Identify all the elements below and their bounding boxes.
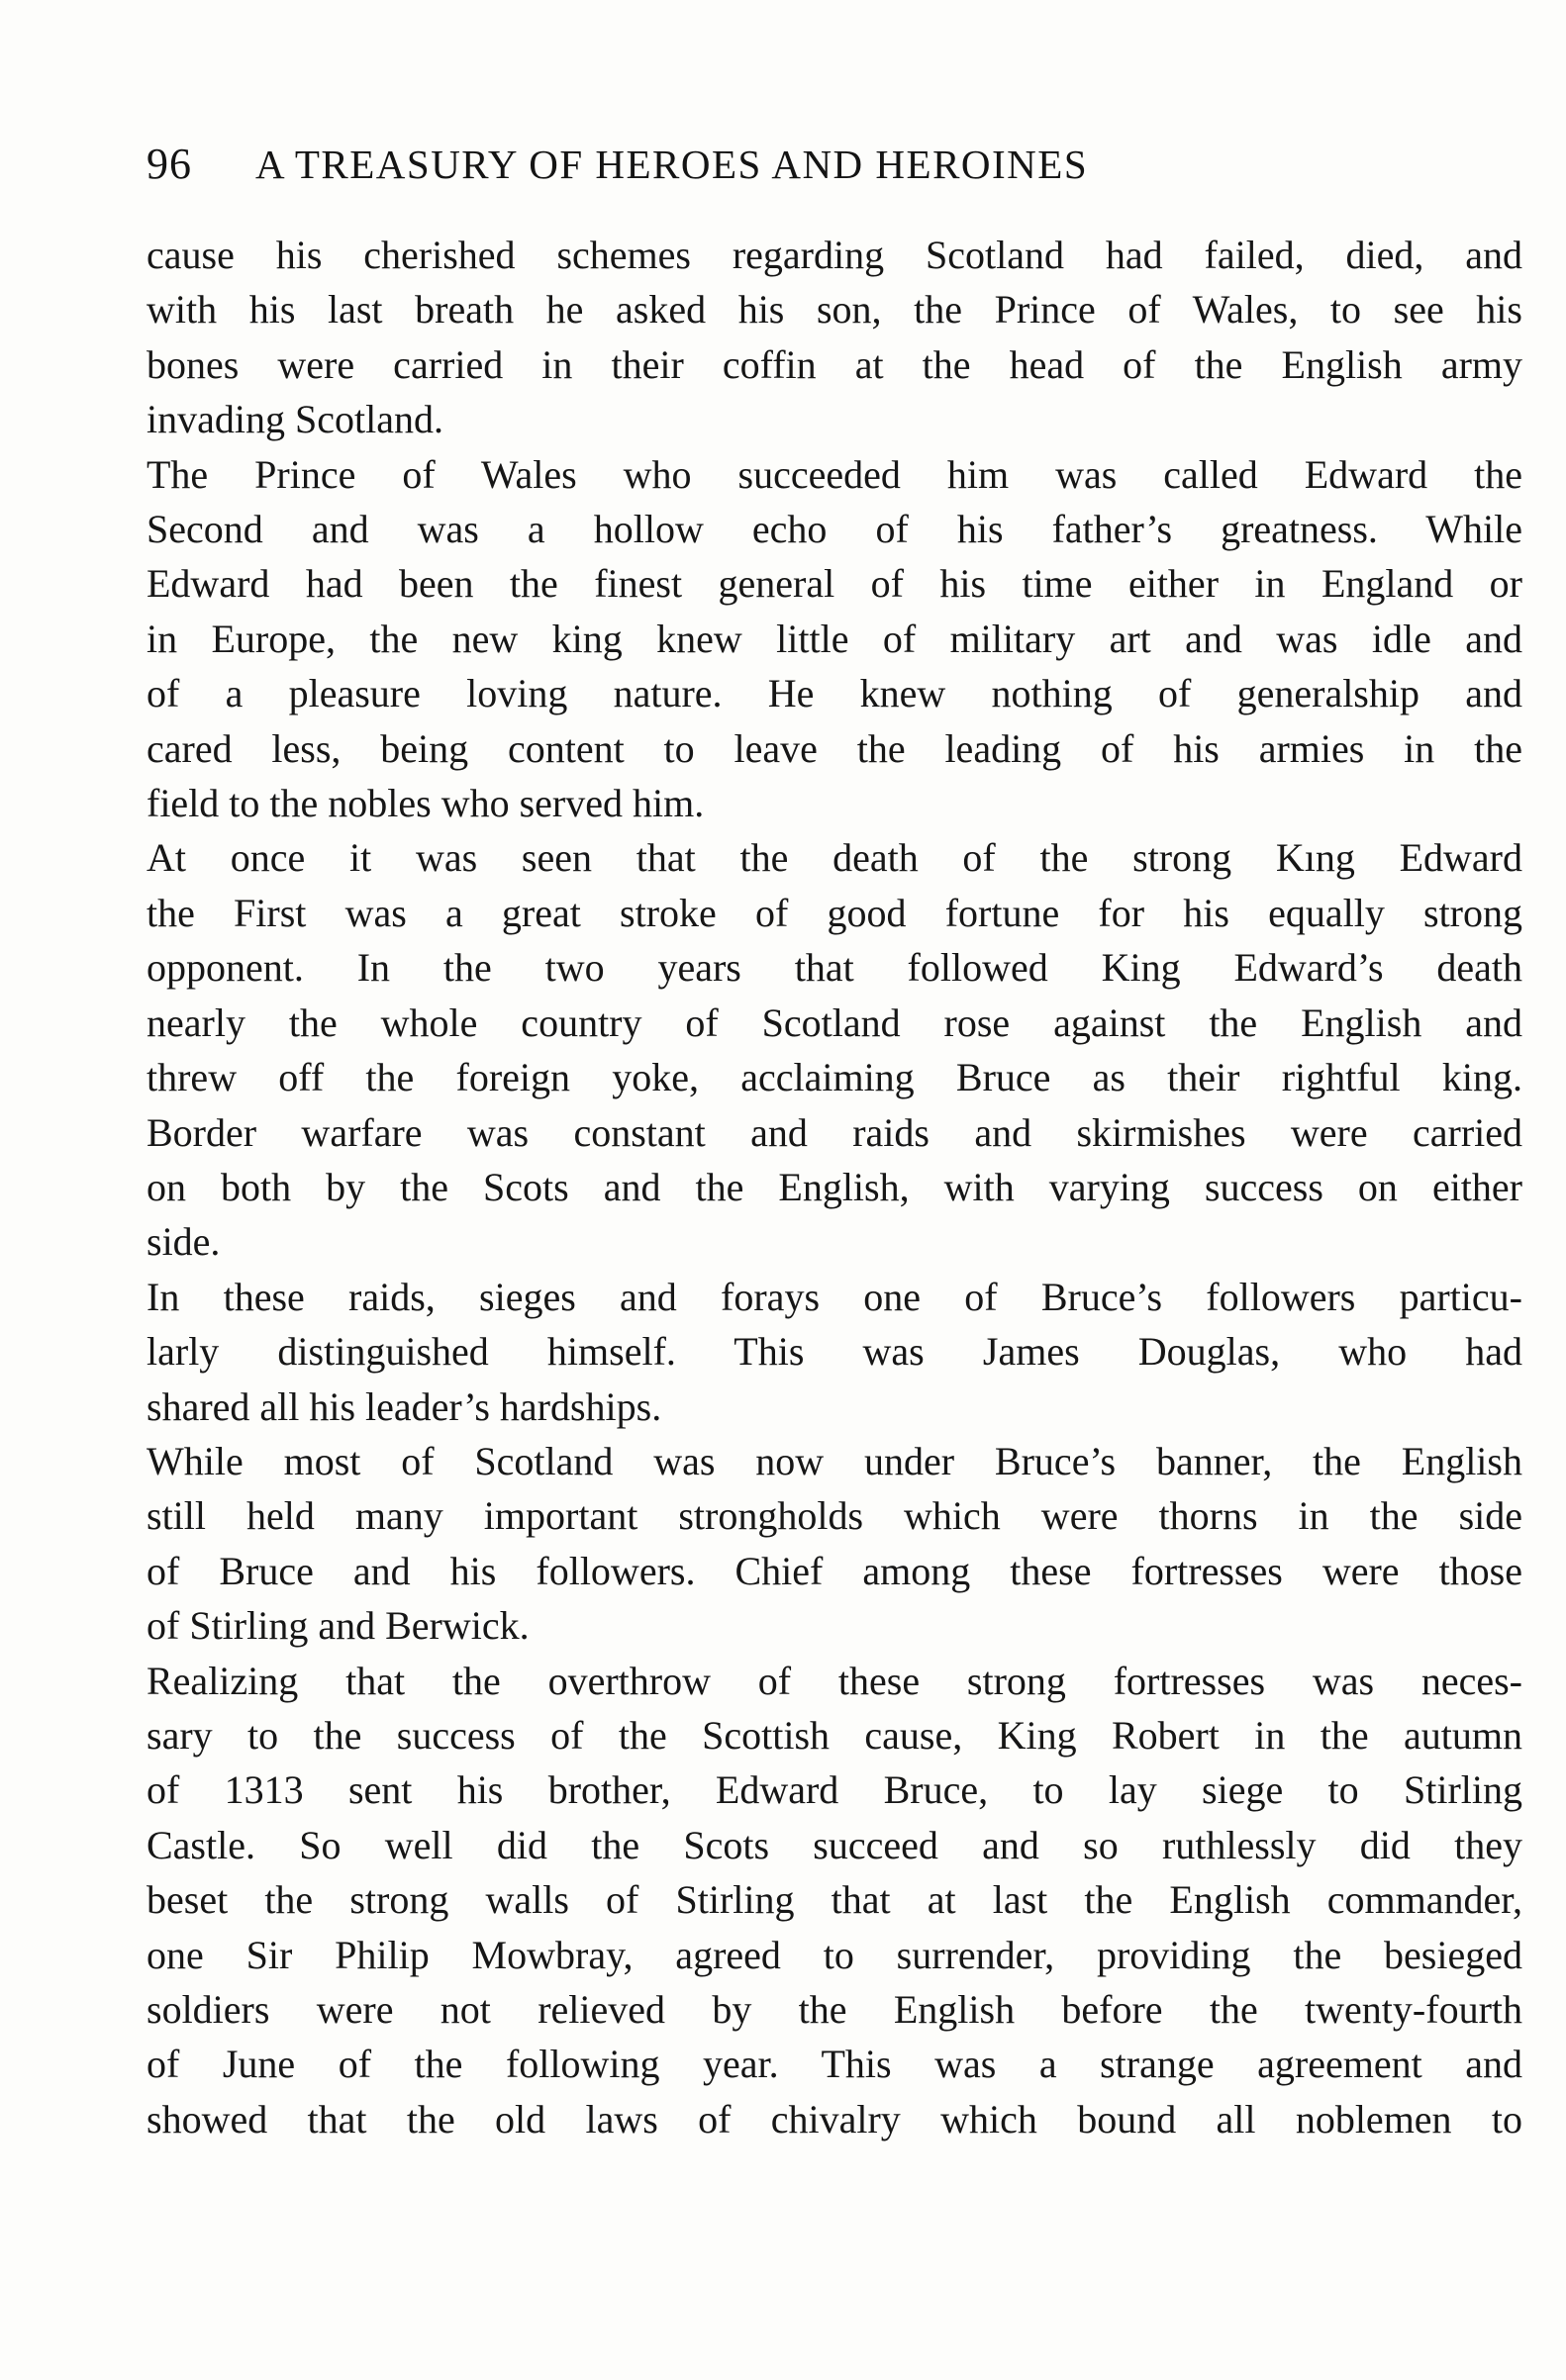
text-line: of Bruce and his followers. Chief among these fortresses were those xyxy=(147,1548,1522,1593)
text-line: with his last breath he asked his son, the Prince of Wales, to see his xyxy=(147,287,1522,333)
page-number: 96 xyxy=(147,140,192,188)
text-line: Second and was a hollow echo of his father’s greatness. While xyxy=(147,507,1522,552)
text-line: The Prince of Wales who succeeded him was called Edward the xyxy=(147,451,1522,497)
text-line: invading Scotland. xyxy=(147,397,443,442)
text-line: still held many important strongholds which were thorns in the side xyxy=(147,1493,1522,1539)
paragraph xyxy=(147,228,1522,447)
body-text xyxy=(147,228,1522,2146)
text-line: While most of Scotland was now under Bruce’s banner, the English xyxy=(147,1438,1522,1483)
text-line: of 1313 sent his brother, Edward Bruce, to lay siege to Stirling xyxy=(147,1767,1522,1813)
text-line: Border warfare was constant and raids and skirmishes were carried xyxy=(147,1109,1522,1155)
text-line: Edward had been the finest general of his time either in England or xyxy=(147,561,1522,607)
text-line: the First was a great stroke of good fortune for his equally strong xyxy=(147,890,1522,935)
text-line: soldiers were not relieved by the English before the twenty-fourth xyxy=(147,1987,1522,2032)
text-line: At once it was seen that the death of the strong Kıng Edward xyxy=(147,835,1522,881)
text-line: sary to the success of the Scottish cause, King Robert in the autumn xyxy=(147,1712,1522,1758)
text-line: of Stirling and Berwick. xyxy=(147,1603,530,1649)
text-line: shared all his leader’s hardships. xyxy=(147,1383,662,1429)
text-line: of a pleasure loving nature. He knew nothing of generalship and xyxy=(147,671,1522,716)
text-line: cause his cherished schemes regarding Scotland had failed, died, and xyxy=(147,233,1522,277)
paragraph xyxy=(147,1434,1522,1654)
text-line: in Europe, the new king knew little of military art and was idle and xyxy=(147,616,1522,661)
text-line: side. xyxy=(147,1219,221,1265)
text-line: Realizing that the overthrow of these strong fortresses was neces- xyxy=(147,1658,1522,1703)
paragraph xyxy=(147,1270,1522,1434)
text-line: of June of the following year. This was a strange agreement and xyxy=(147,2042,1522,2087)
text-line: on both by the Scots and the English, with varying success on either xyxy=(147,1164,1522,1209)
text-line: Castle. So well did the Scots succeed and so ruthlessly did they xyxy=(147,1822,1522,1867)
paragraph xyxy=(147,1654,1522,2147)
text-line: cared less, being content to leave the leading of his armies in the xyxy=(147,725,1522,771)
text-line: larly distinguished himself. This was James Douglas, who had xyxy=(147,1329,1522,1375)
text-line: one Sir Philip Mowbray, agreed to surrender, providing the besieged xyxy=(147,1932,1522,1977)
text-line: beset the strong walls of Stirling that at last the English commander, xyxy=(147,1877,1522,1923)
paragraph xyxy=(147,830,1522,1269)
text-line: field to the nobles who served him. xyxy=(147,781,705,826)
text-line: opponent. In the two years that followed King Edward’s death xyxy=(147,945,1522,991)
text-line: bones were carried in their coffin at the head of the English army xyxy=(147,341,1522,387)
paragraph xyxy=(147,447,1522,831)
page-header xyxy=(147,139,1522,198)
text-line: showed that the old laws of chivalry which bound all noblemen to xyxy=(147,2096,1522,2142)
text-line: In these raids, sieges and forays one of Bruce’s followers particu- xyxy=(147,1274,1522,1319)
running-head: A TREASURY OF HEROES AND HEROINES xyxy=(255,142,1089,187)
text-line: threw off the foreign yoke, acclaiming Bruce as their rightful king. xyxy=(147,1055,1522,1100)
text-line: nearly the whole country of Scotland rose against the English and xyxy=(147,1000,1522,1045)
